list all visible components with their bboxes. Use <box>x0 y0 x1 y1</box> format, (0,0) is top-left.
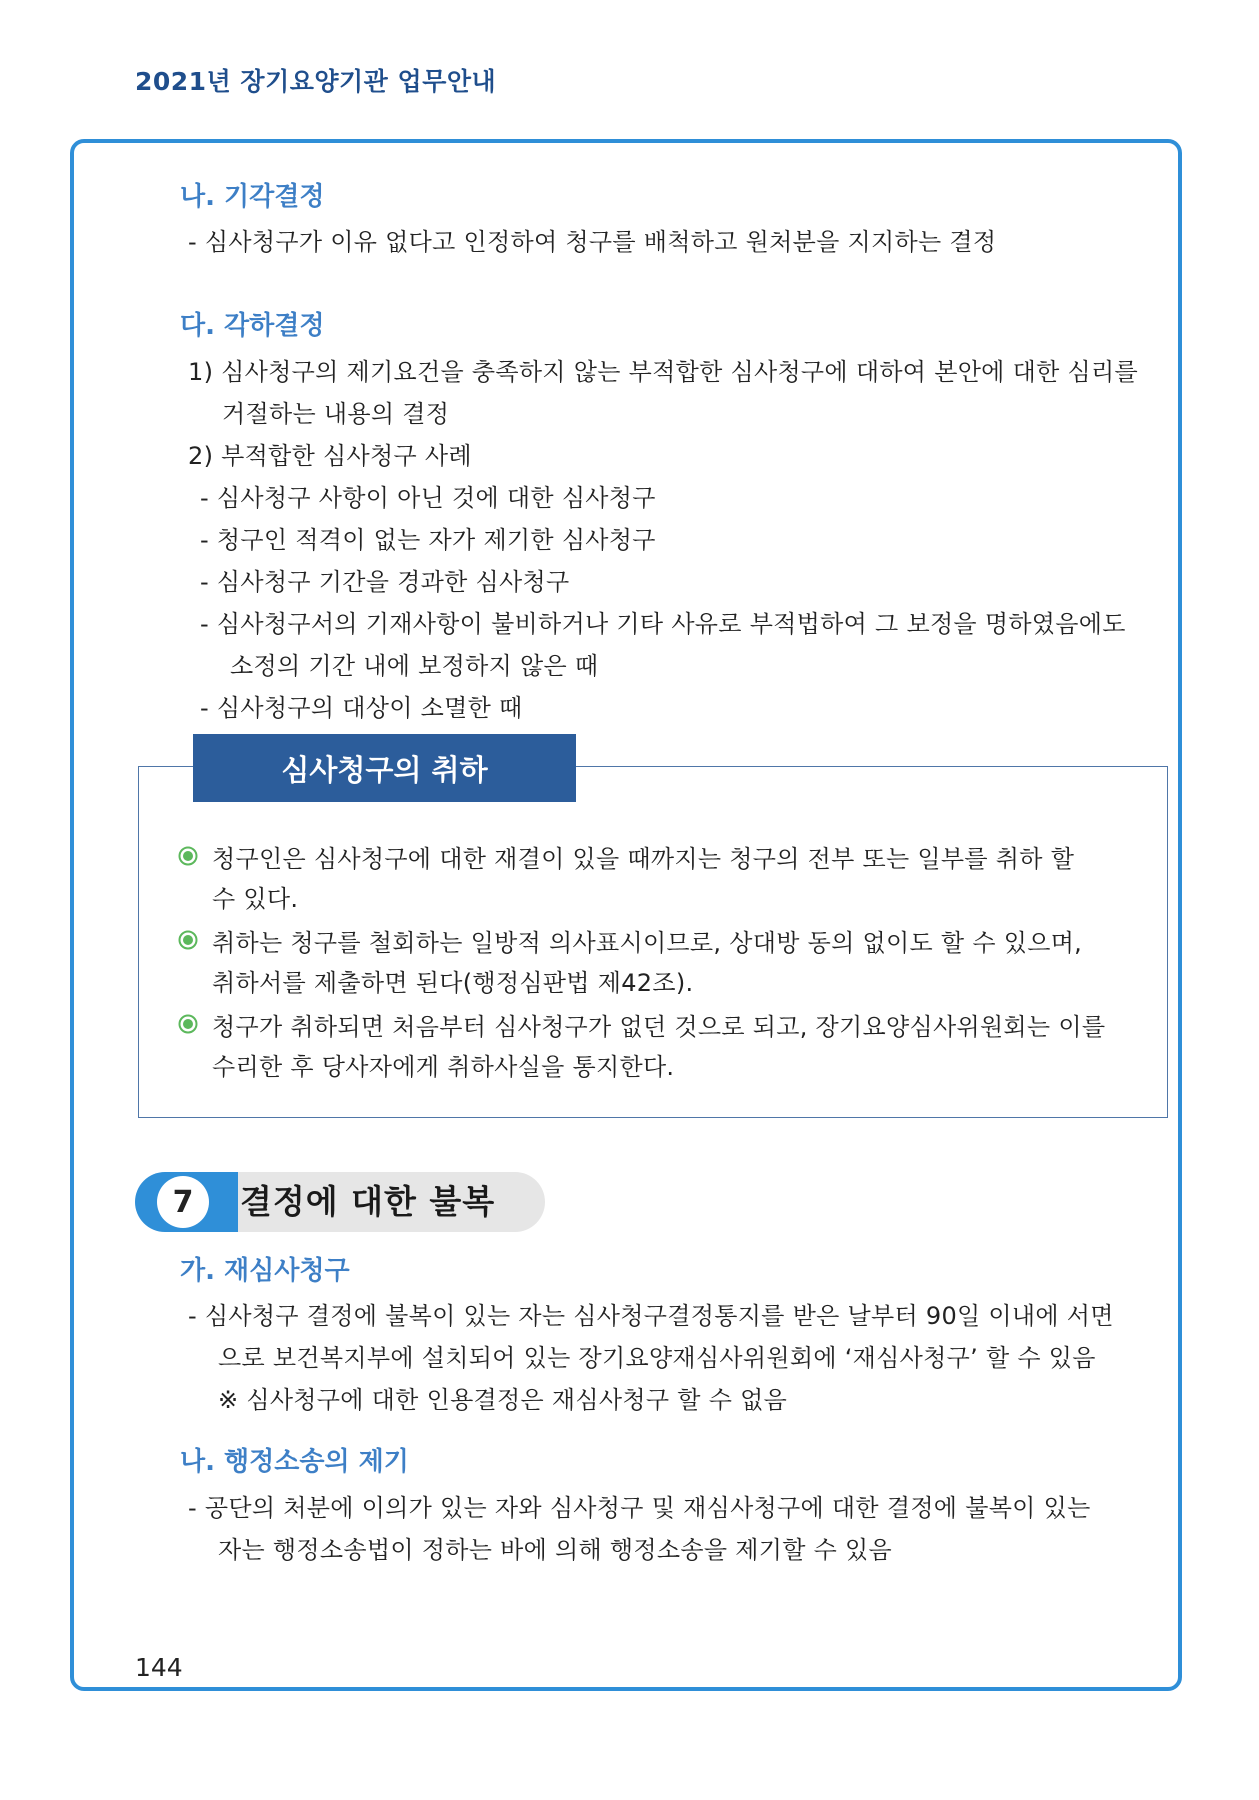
running-title: 2021년 장기요양기관 업무안내 <box>135 67 497 96</box>
dismissal-case-2: - 청구인 적격이 없는 자가 제기한 심사청구 <box>200 526 656 554</box>
page-number: 144 <box>135 1653 183 1682</box>
heading-rejection: 나. 기각결정 <box>180 182 325 212</box>
bullet-icon <box>178 846 198 866</box>
dismissal-item-1-cont: 거절하는 내용의 결정 <box>222 400 450 428</box>
withdrawal-bullet-3-cont: 수리한 후 당사자에게 취하사실을 통지한다. <box>212 1053 675 1081</box>
section-7-number: 7 <box>157 1176 209 1228</box>
bullet-icon <box>178 1014 198 1034</box>
section-7-title: 결정에 대한 불복 <box>240 1182 496 1221</box>
dismissal-case-3: - 심사청구 기간을 경과한 심사청구 <box>200 568 570 596</box>
dismissal-case-4: - 심사청구서의 기재사항이 불비하거나 기타 사유로 부적법하여 그 보정을 명하였음에도 <box>200 610 1126 638</box>
heading-dismissal: 다. 각하결정 <box>180 311 325 341</box>
withdrawal-bullet-2: 취하는 청구를 철회하는 일방적 의사표시이므로, 상대방 동의 없이도 할 수 있으며, <box>212 929 1083 957</box>
dismissal-case-4-cont: 소정의 기간 내에 보정하지 않은 때 <box>230 652 599 680</box>
litigation-desc-cont: 자는 행정소송법이 정하는 바에 의해 행정소송을 제기할 수 있음 <box>218 1536 893 1564</box>
reexamination-desc: - 심사청구 결정에 불복이 있는 자는 심사청구결정통지를 받은 날부터 90일 이내에 서면 <box>188 1302 1114 1330</box>
heading-reexamination: 가. 재심사청구 <box>180 1256 350 1286</box>
dismissal-case-1: - 심사청구 사항이 아닌 것에 대한 심사청구 <box>200 484 656 512</box>
withdrawal-bullet-3: 청구가 취하되면 처음부터 심사청구가 없던 것으로 되고, 장기요양심사위원회는 이를 <box>212 1013 1106 1041</box>
withdrawal-bullet-1: 청구인은 심사청구에 대한 재결이 있을 때까지는 청구의 전부 또는 일부를 취하 할 <box>212 845 1075 873</box>
withdrawal-bullet-1-cont: 수 있다. <box>212 885 299 913</box>
dismissal-item-2: 2) 부적합한 심사청구 사례 <box>188 442 472 470</box>
bullet-icon <box>178 930 198 950</box>
withdrawal-box-title: 심사청구의 취하 <box>193 734 576 802</box>
reexamination-note: ※ 심사청구에 대한 인용결정은 재심사청구 할 수 없음 <box>218 1386 788 1414</box>
section-7-header <box>135 1172 545 1232</box>
rejection-desc: - 심사청구가 이유 없다고 인정하여 청구를 배척하고 원처분을 지지하는 결정 <box>188 228 997 256</box>
reexamination-desc-cont: 으로 보건복지부에 설치되어 있는 장기요양재심사위원회에 ‘재심사청구’ 할 수 있음 <box>218 1344 1096 1372</box>
heading-administrative-litigation: 나. 행정소송의 제기 <box>180 1447 409 1477</box>
dismissal-case-5: - 심사청구의 대상이 소멸한 때 <box>200 694 523 722</box>
dismissal-item-1: 1) 심사청구의 제기요건을 충족하지 않는 부적합한 심사청구에 대하여 본안에 대한 심리를 <box>188 358 1138 386</box>
withdrawal-bullet-2-cont: 취하서를 제출하면 된다(행정심판법 제42조). <box>212 969 694 997</box>
litigation-desc: - 공단의 처분에 이의가 있는 자와 심사청구 및 재심사청구에 대한 결정에 불복이 있는 <box>188 1494 1091 1522</box>
